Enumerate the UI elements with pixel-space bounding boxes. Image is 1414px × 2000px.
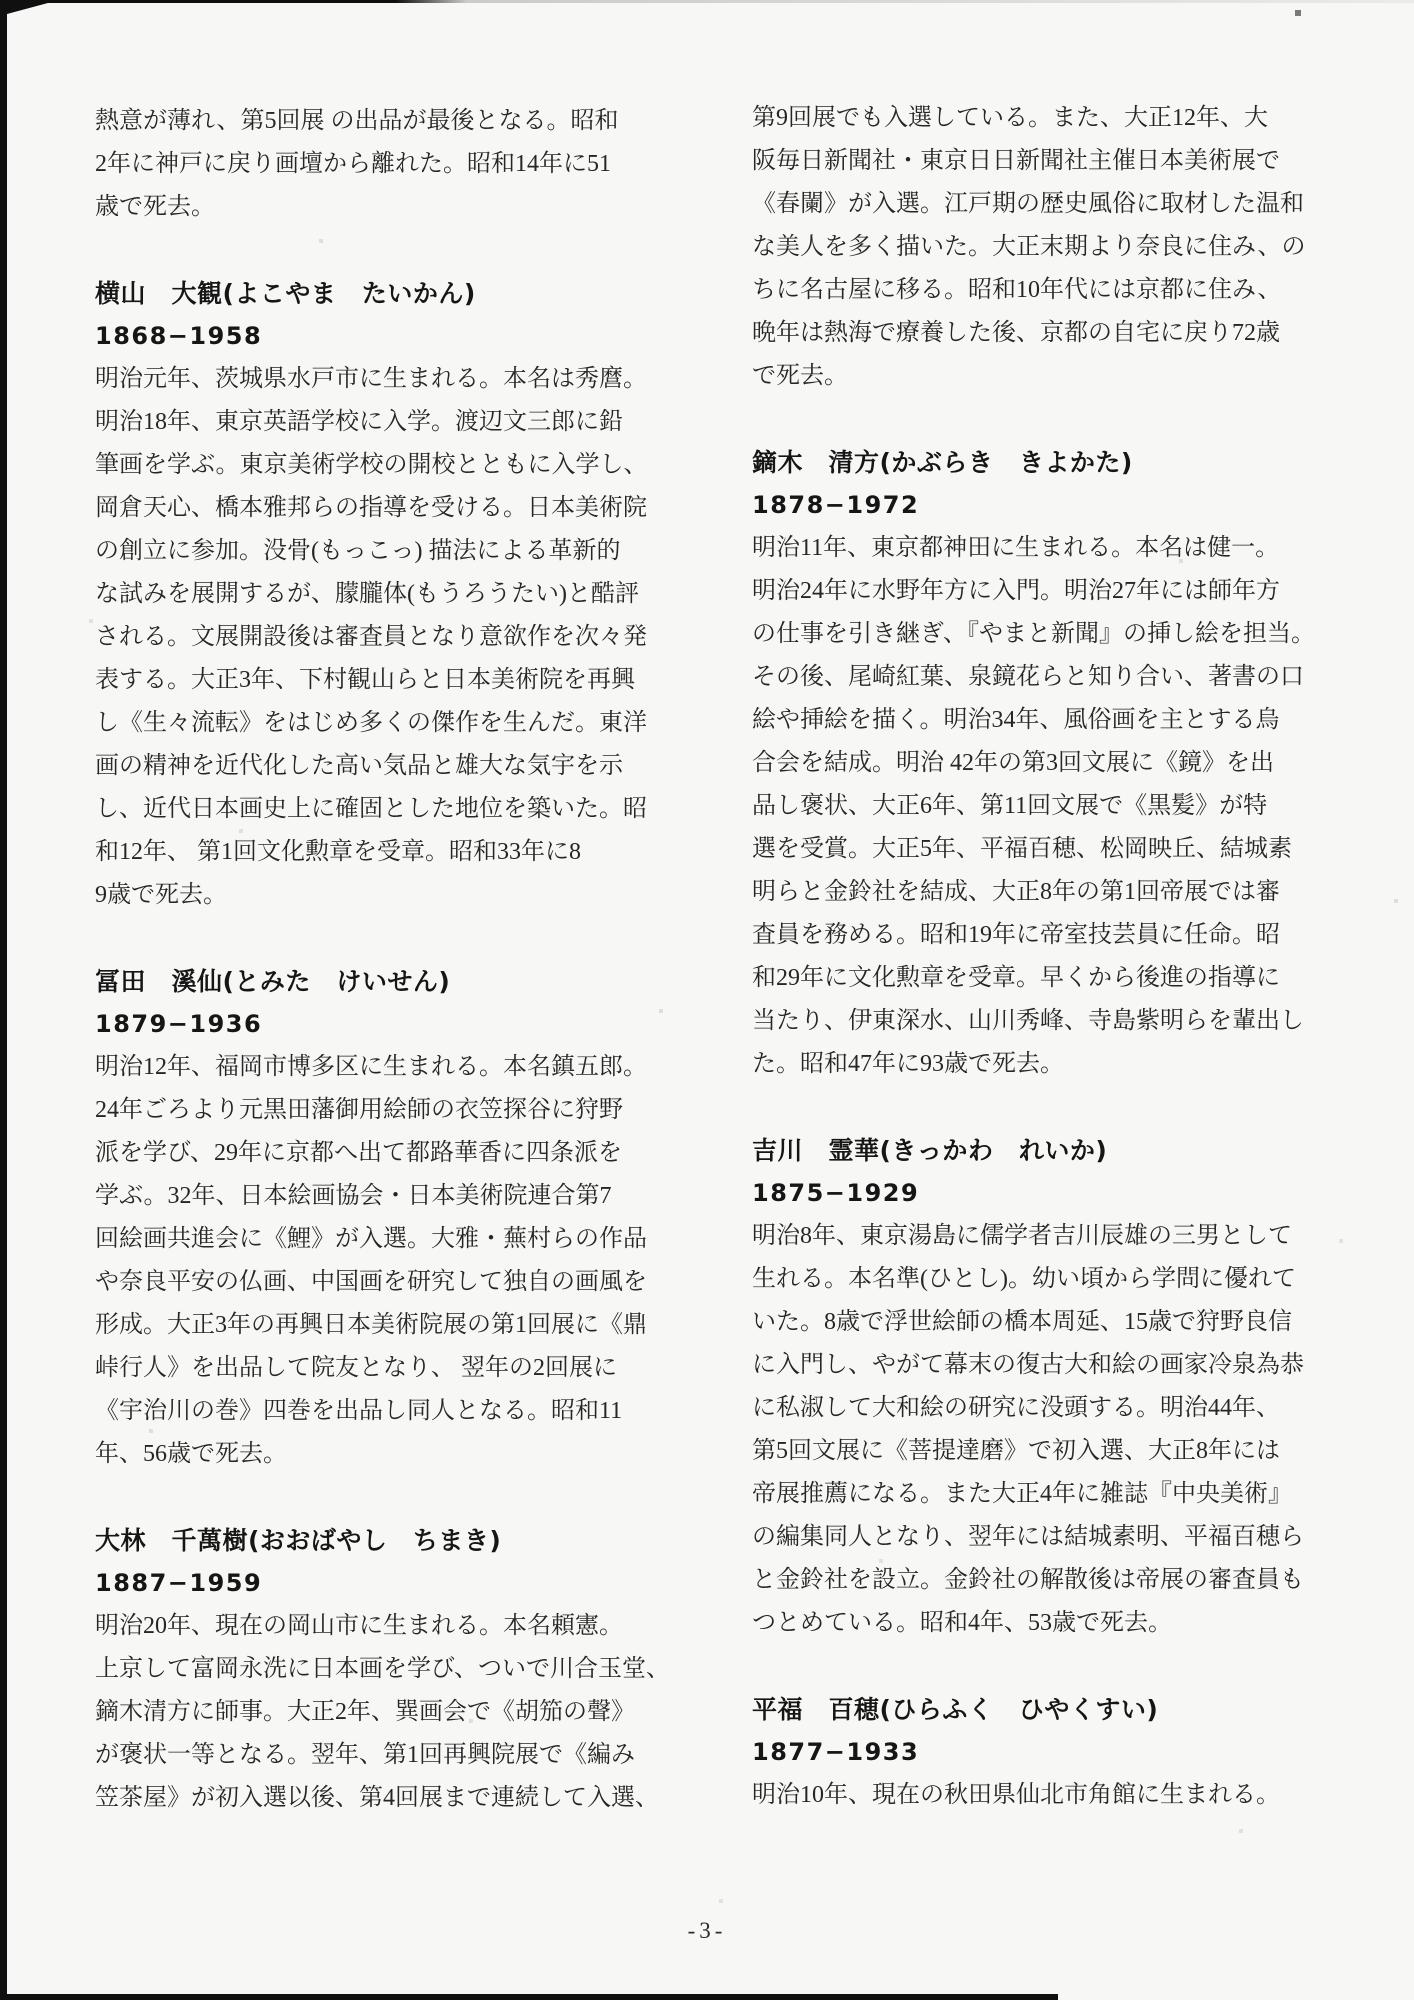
body-line: 形成。大正3年の再興日本美術院展の第1回展に《鼎 (95, 1312, 647, 1338)
body-line: し、近代日本画史上に確固とした地位を築いた。昭 (95, 796, 647, 822)
body-line: 品し褒状、大正6年、第11回文展で《黒髪》が特 (752, 793, 1268, 819)
column-left (95, 100, 670, 1820)
body-line: 峠行人》を出品して院友となり、 翌年の2回展に (95, 1355, 617, 1381)
body-line: 当たり、伊東深水、山川秀峰、寺島紫明らを輩出し (752, 1008, 1304, 1034)
body-line: な美人を多く描いた。大正末期より奈良に住み、の (752, 234, 1306, 260)
body-line: 合会を結成。明治 42年の第3回文展に《鏡》を出 (752, 750, 1274, 776)
body-line: な試みを展開するが、朦朧体(もうろうたい)と酷評 (95, 581, 639, 607)
body-line: 選を受賞。大正5年、平福百穂、松岡映丘、結城素 (752, 836, 1292, 862)
body-line: の仕事を引き継ぎ、『やまと新聞』の挿し絵を担当。 (752, 621, 1316, 647)
entry-years: 1887−1959 (95, 1569, 263, 1597)
scan-edge-left (0, 0, 7, 2000)
body-line: 生れる。本名準(ひとし)。幼い頃から学問に優れて (752, 1266, 1296, 1292)
body-line: 第5回文展に《菩提達磨》で初入選、大正8年には (752, 1438, 1280, 1464)
body-line: 回絵画共進会に《鯉》が入選。大雅・蕪村らの作品 (95, 1226, 647, 1252)
entry-heading: 鏑木 清方(かぶらき きよかた) (752, 448, 1133, 477)
body-line: の創立に参加。没骨(もっこっ) 描法による革新的 (95, 538, 621, 564)
body-line: 学ぶ。32年、日本絵画協会・日本美術院連合第7 (95, 1183, 612, 1209)
body-line: 《宇治川の巻》四巻を出品し同人となる。昭和11 (95, 1398, 623, 1424)
body-line: 明治12年、福岡市博多区に生まれる。本名鎮五郎。 (95, 1054, 647, 1080)
body-line: 9歳で死去。 (95, 882, 227, 908)
body-line: 明らと金鈴社を結成、大正8年の第1回帝展では審 (752, 879, 1280, 905)
body-line: 24年ごろより元黒田藩御用絵師の衣笠探谷に狩野 (95, 1097, 623, 1123)
body-line: の編集同人となり、翌年には結城素明、平福百穂ら (752, 1524, 1304, 1550)
entry-years: 1877−1933 (752, 1738, 920, 1766)
body-line: 派を学び、29年に京都へ出て都路華香に四条派を (95, 1140, 623, 1166)
body-line: 晩年は熱海で療養した後、京都の自宅に戻り72歳 (752, 320, 1280, 346)
page-number: -3- (687, 1918, 727, 1943)
entry-heading: 平福 百穂(ひらふく ひやくすい) (752, 1695, 1159, 1724)
entry-heading: 横山 大観(よこやま たいかん) (95, 279, 476, 308)
column-right (752, 97, 1327, 1817)
body-line: 査員を務める。昭和19年に帝室技芸員に任命。昭 (752, 922, 1280, 948)
body-line: つとめている。昭和4年、53歳で死去。 (752, 1610, 1172, 1636)
body-line: 明治20年、現在の岡山市に生まれる。本名頼憲。 (95, 1613, 623, 1639)
scan-edge-bottom (0, 1994, 1058, 2000)
body-line: 帝展推薦になる。また大正4年に雑誌『中央美術』 (752, 1481, 1292, 1507)
scan-corner-mark (7, 0, 59, 14)
body-line: で死去。 (752, 363, 848, 389)
body-line: その後、尾崎紅葉、泉鏡花らと知り合い、著書の口 (752, 664, 1304, 690)
body-line: 筆画を学ぶ。東京美術学校の開校とともに入学し、 (95, 452, 648, 478)
body-line: 和29年に文化勲章を受章。早くから後進の指導に (752, 965, 1280, 991)
body-line: 歳で死去。 (95, 194, 215, 220)
entry-heading: 大林 千萬樹(おおばやし ちまき) (95, 1526, 502, 1555)
body-line: に入門し、やがて幕末の復古大和絵の画家冷泉為恭 (752, 1352, 1304, 1378)
entry-years: 1868−1958 (95, 322, 263, 350)
scan-edge-top (0, 0, 1414, 3)
body-line: 岡倉天心、橋本雅邦らの指導を受ける。日本美術院 (95, 495, 647, 521)
body-line: 2年に神戸に戻り画壇から離れた。昭和14年に51 (95, 151, 611, 177)
body-line: 明治11年、東京都神田に生まれる。本名は健一。 (752, 535, 1280, 561)
body-line: 明治10年、現在の秋田県仙北市角館に生まれる。 (752, 1782, 1280, 1808)
body-line: た。昭和47年に93歳で死去。 (752, 1051, 1064, 1077)
scan-noise (0, 0, 2, 2)
body-line: が褒状一等となる。翌年、第1回再興院展で《編み (95, 1742, 635, 1768)
body-line: いた。8歳で浮世絵師の橋本周延、15歳で狩野良信 (752, 1309, 1292, 1335)
body-line: 表する。大正3年、下村観山らと日本美術院を再興 (95, 667, 635, 693)
body-line: ちに名古屋に移る。昭和10年代には京都に住み、 (752, 277, 1282, 303)
body-line: 絵や挿絵を描く。明治34年、風俗画を主とする烏 (752, 707, 1280, 733)
body-line: 画の精神を近代化した高い気品と雄大な気宇を示 (95, 753, 623, 779)
body-line: 年、56歳で死去。 (95, 1441, 287, 1467)
body-line: される。文展開設後は審査員となり意欲作を次々発 (95, 624, 647, 650)
body-line: 明治元年、茨城県水戸市に生まれる。本名は秀麿。 (95, 366, 647, 392)
body-line: 上京して富岡永洗に日本画を学び、ついで川合玉堂、 (95, 1656, 671, 1682)
entry-years: 1878−1972 (752, 491, 920, 519)
entry-heading: 冨田 溪仙(とみた けいせん) (95, 967, 451, 996)
body-line: 鏑木清方に師事。大正2年、巽画会で《胡笳の聲》 (95, 1699, 635, 1725)
body-line: 明治24年に水野年方に入門。明治27年には師年方 (752, 578, 1280, 604)
body-line: 《春闌》が入選。江戸期の歴史風俗に取材した温和 (752, 191, 1304, 217)
body-line: 熱意が薄れ、第5回展 の出品が最後となる。昭和 (95, 108, 619, 134)
body-line: 笠茶屋》が初入選以後、第4回展まで連続して入選、 (95, 1785, 659, 1811)
body-line: し《生々流転》をはじめ多くの傑作を生んだ。東洋 (95, 710, 647, 736)
body-line: 和12年、 第1回文化勲章を受章。昭和33年に8 (95, 839, 581, 865)
entry-years: 1879−1936 (95, 1010, 263, 1038)
body-line: 第9回展でも入選している。また、大正12年、大 (752, 105, 1268, 131)
body-line: 明治18年、東京英語学校に入学。渡辺文三郎に鉛 (95, 409, 623, 435)
entry-heading: 吉川 霊華(きっかわ れいか) (752, 1136, 1108, 1165)
body-line: に私淑して大和絵の研究に没頭する。明治44年、 (752, 1395, 1280, 1421)
body-line: 阪毎日新聞社・東京日日新聞社主催日本美術展で (752, 148, 1280, 174)
entry-years: 1875−1929 (752, 1179, 920, 1207)
body-line: と金鈴社を設立。金鈴社の解散後は帝展の審査員も (752, 1567, 1304, 1593)
body-line: や奈良平安の仏画、中国画を研究して独自の画風を (95, 1269, 647, 1295)
body-line: 明治8年、東京湯島に儒学者吉川辰雄の三男として (752, 1223, 1292, 1249)
